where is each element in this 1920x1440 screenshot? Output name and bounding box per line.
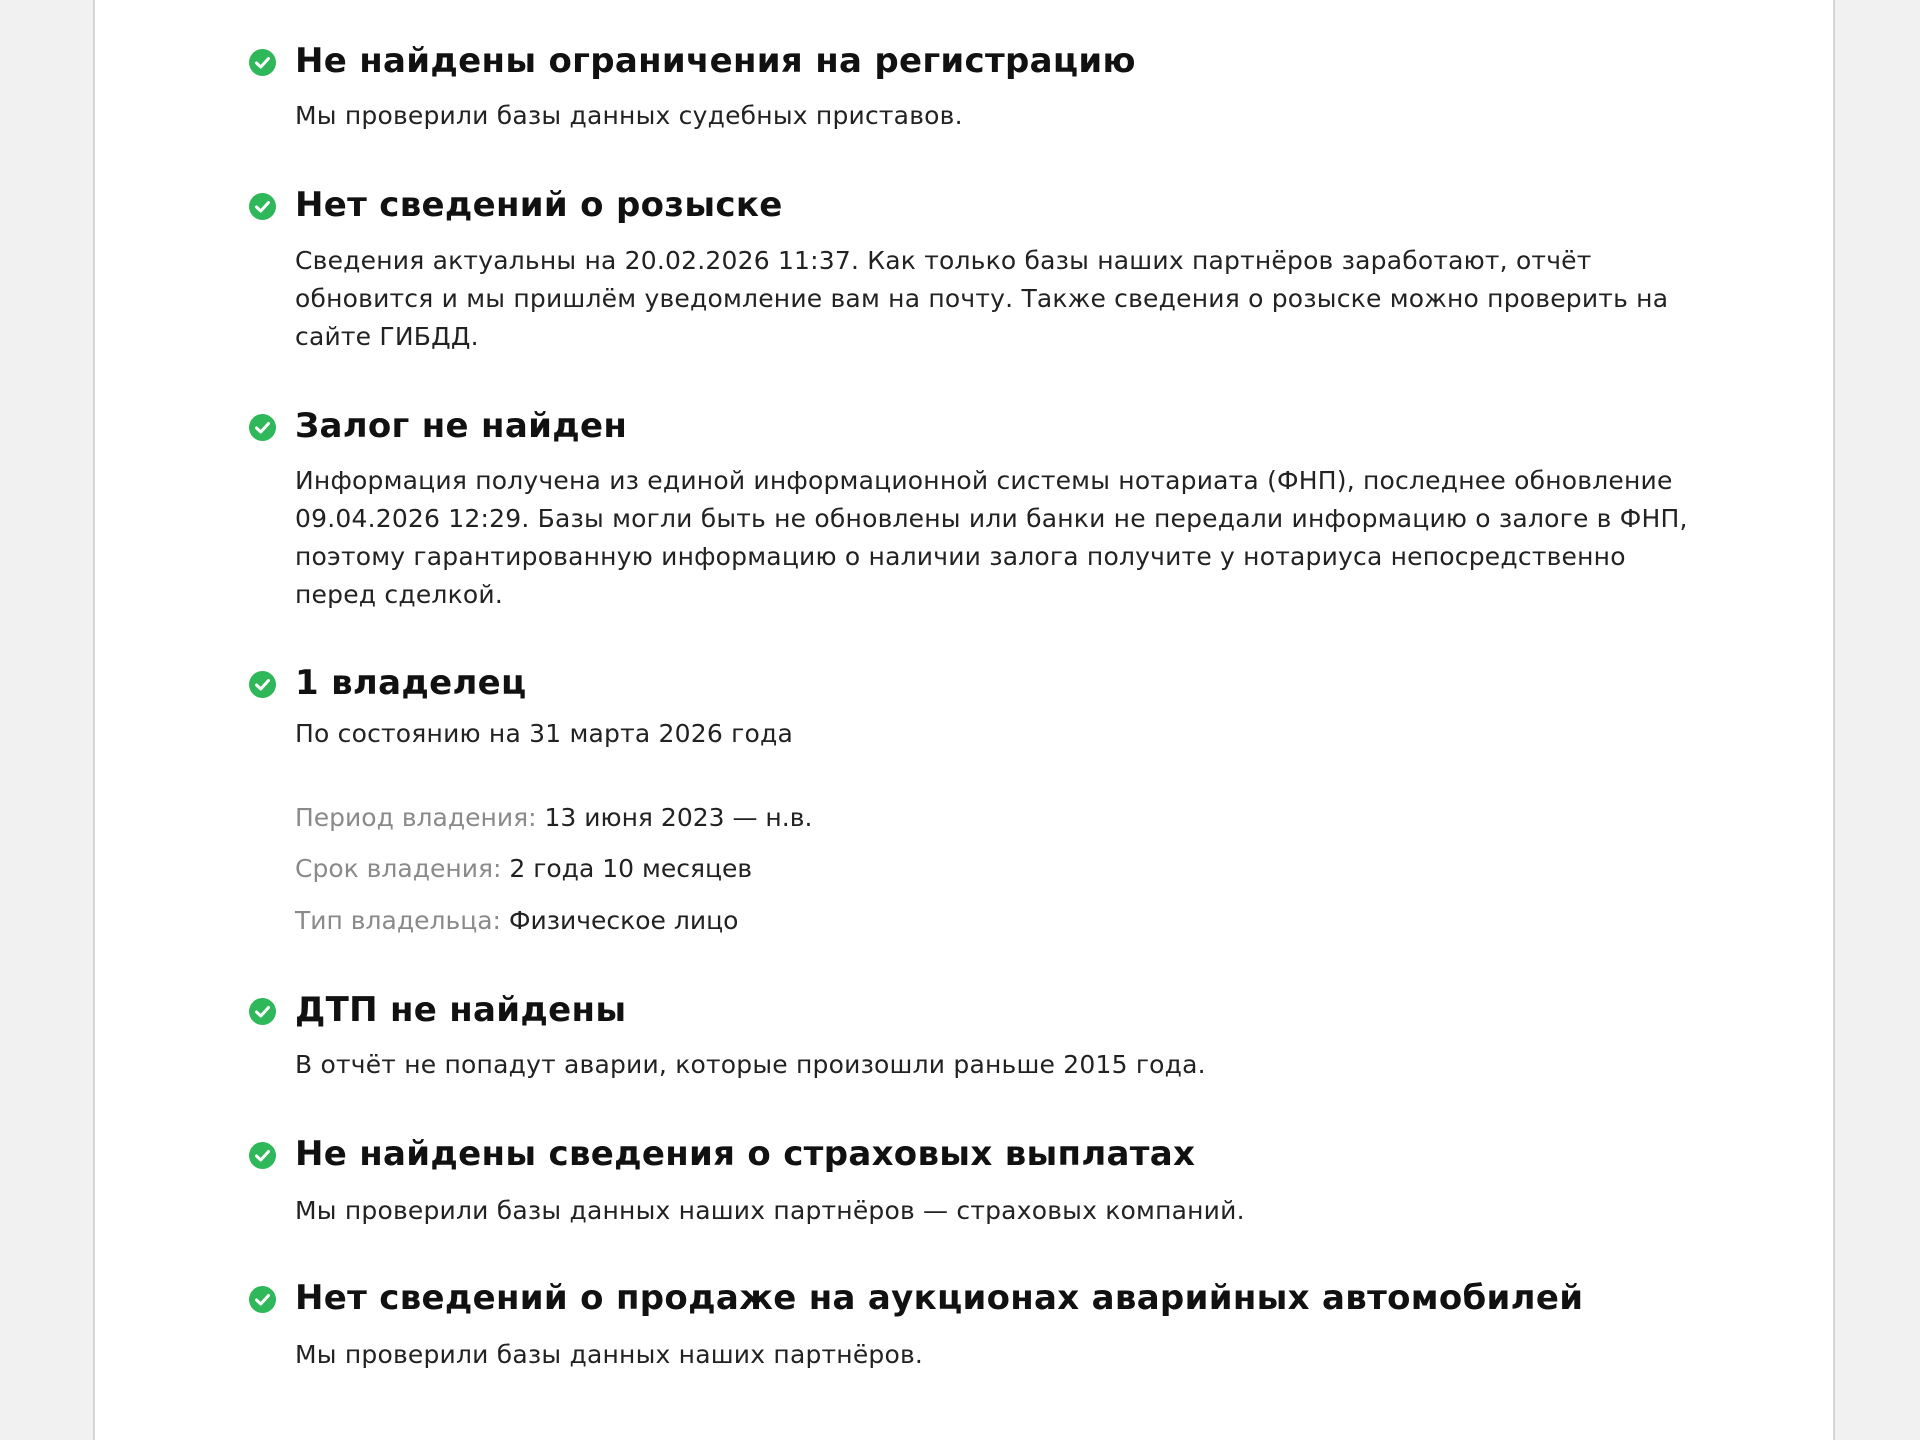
check-description: В отчёт не попадут аварии, которые произошли раньше 2015 года. [295,1050,1206,1079]
check-circle-icon [249,1286,276,1313]
check-title: ДТП не найдены [295,990,627,1030]
check-circle-icon [249,414,276,441]
check-title: Не найдены ограничения на регистрацию [295,41,1136,81]
check-circle-icon [249,1142,276,1169]
owner-type [295,902,738,940]
owner-type-value: Физическое лицо [508,906,739,935]
check-title: Залог не найден [295,406,628,446]
check-description: Мы проверили базы данных наших партнёров. [295,1340,924,1369]
ownership-period-label: Период владения: [295,803,537,832]
check-title: Нет сведений о продаже на аукционах аварийных автомобилей [295,1278,1584,1318]
check-description: По состоянию на 31 марта 2026 года [295,719,793,748]
ownership-period-value: 13 июня 2023 — н.в. [544,803,813,832]
owner-type-label: Тип владельца: [295,906,501,935]
check-description: Информация получена из единой информационной системы нотариата (ФНП), последнее обновление 09.04.2026 12:29. Базы могли быть не обновлены или банки не передали информацию о залоге в ФНП, поэтому гарантированную информацию о наличии залога получите у нотариуса непосредственно перед сделкой. [295,466,1688,609]
check-title: 1 владелец [295,663,527,703]
check-title: Не найдены сведения о страховых выплатах [295,1134,1196,1174]
check-circle-icon [249,671,276,698]
check-description: Мы проверили базы данных наших партнёров — страховых компаний. [295,1196,1245,1225]
check-circle-icon [249,193,276,220]
check-description: Мы проверили базы данных судебных приставов. [295,101,963,130]
ownership-duration-label: Срок владения: [295,854,502,883]
ownership-duration-value: 2 года 10 месяцев [509,854,753,883]
check-description: Сведения актуальны на 20.02.2026 11:37. Как только базы наших партнёров заработают, отчёт обновится и мы пришлём уведомление вам на почту. Также сведения о розыске можно проверить на сайте ГИБДД. [295,246,1669,351]
check-title: Нет сведений о розыске [295,185,783,225]
report-card [93,0,1835,1440]
check-circle-icon [249,998,276,1025]
check-circle-icon [249,49,276,76]
ownership-period [295,799,812,837]
ownership-duration [295,850,752,888]
